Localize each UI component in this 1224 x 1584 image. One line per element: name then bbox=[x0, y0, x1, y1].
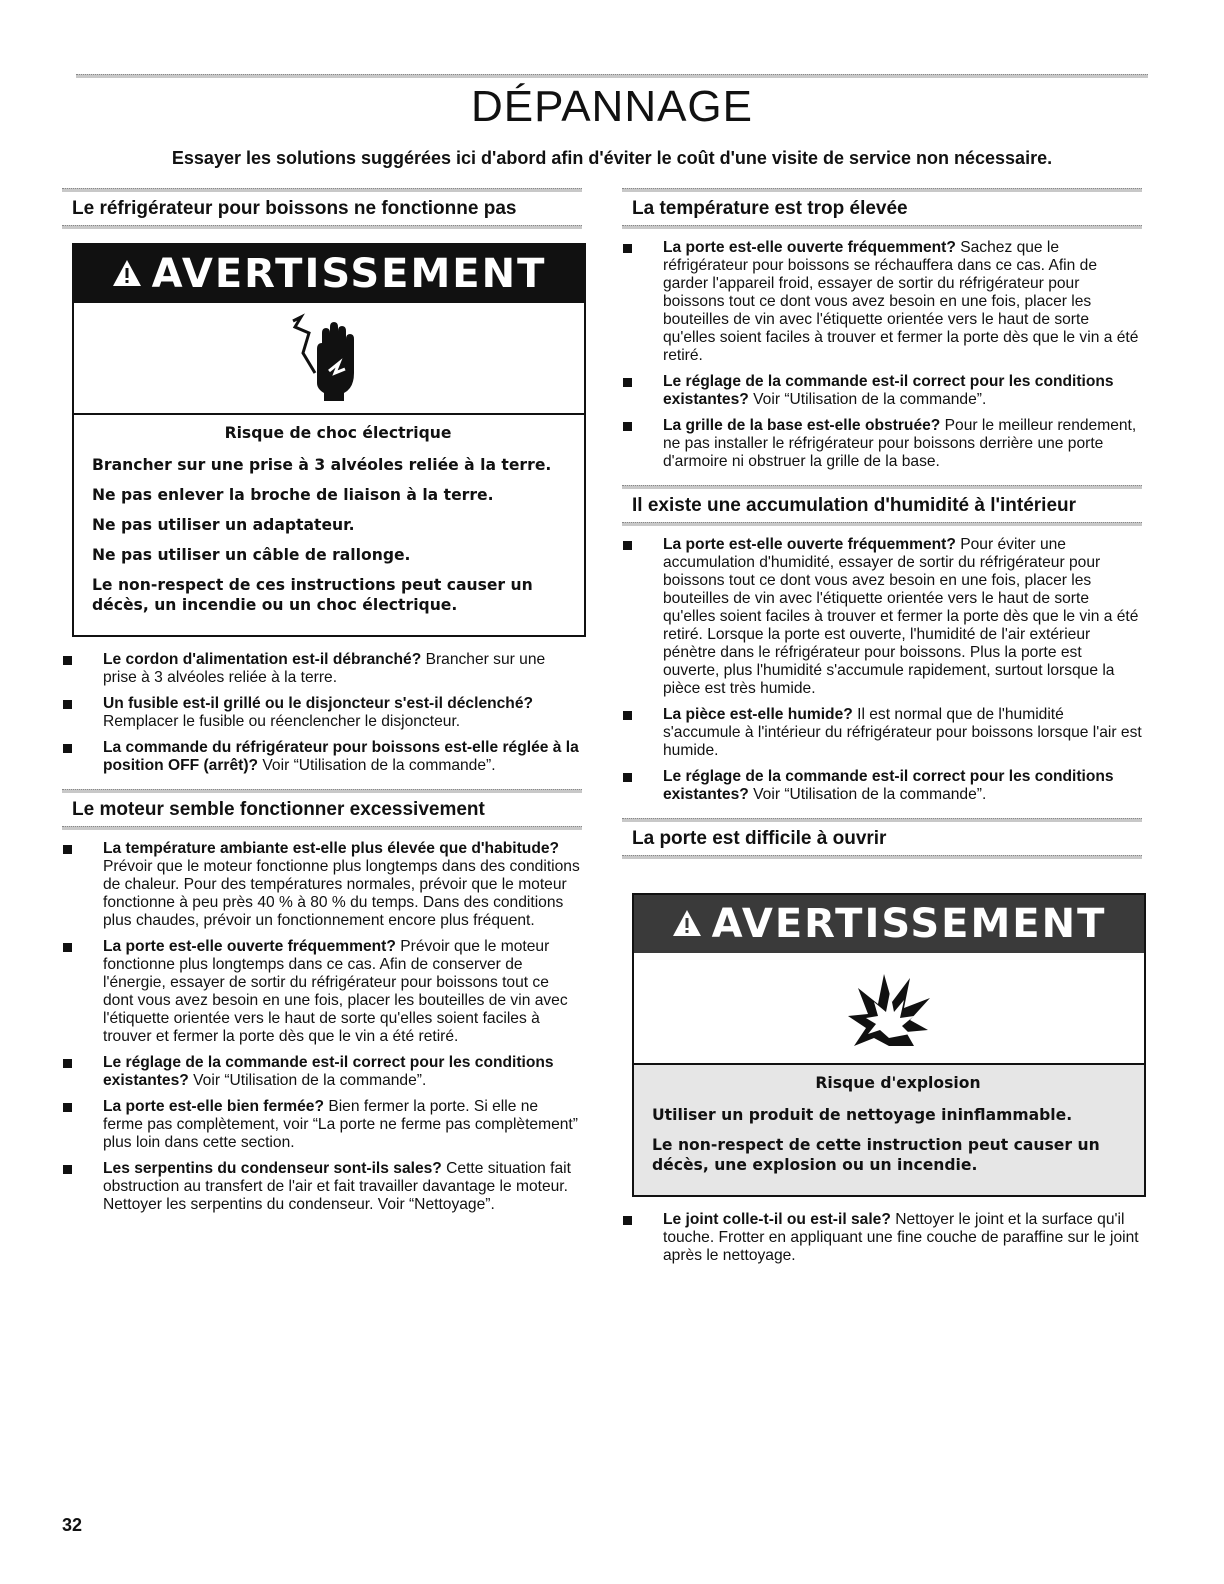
list-item: Le réglage de la commande est-il correct pour les conditions existantes? Voir “Utilisation de la commande”. bbox=[622, 373, 1142, 409]
list-item: Le cordon d'alimentation est-il débranché? Brancher sur une prise à 3 alvéoles reliée à la terre. bbox=[62, 651, 582, 687]
list-item: Le réglage de la commande est-il correct pour les conditions existantes? Voir “Utilisation de la commande”. bbox=[62, 1054, 582, 1090]
section-rule bbox=[62, 826, 582, 830]
warning-box-electric bbox=[72, 243, 586, 637]
list-item: La porte est-elle ouverte fréquemment? Pour éviter une accumulation d'humidité, essayer de sortir du réfrigérateur pour boissons tout ce dont vous avez besoin en une fois, placer les bouteilles de vin avec l'étiquette orientée vers le haut de sorte qu'elles soient faciles à trouver et fermer la porte dès que le vin a été retiré. Lorsque la porte est ouverte, l'humidité de l'air extérieur pénètre dans le réfrigérateur pour boissons. Plus la porte est ouverte, plus l'humidité s'accumule rapidement, surtout lorsque la pièce est très humide. bbox=[622, 536, 1142, 698]
section-title-not-working: Le réfrigérateur pour boissons ne fonctionne pas bbox=[72, 198, 517, 219]
warning-line: Brancher sur une prise à 3 alvéoles reliée à la terre. bbox=[92, 456, 552, 474]
warning-line: Utiliser un produit de nettoyage ininflammable. bbox=[652, 1106, 1073, 1124]
warning-risk: Risque d'explosion bbox=[815, 1074, 981, 1092]
list-item: Un fusible est-il grillé ou le disjoncteur s'est-il déclenché? Remplacer le fusible ou réenclencher le disjoncteur. bbox=[62, 695, 582, 731]
warning-header bbox=[634, 895, 1144, 953]
warning-header-label: AVERTISSEMENT bbox=[711, 901, 1107, 947]
item-list bbox=[622, 239, 1142, 471]
section-rule bbox=[622, 485, 1142, 489]
section-rule bbox=[622, 522, 1142, 526]
list-item: La commande du réfrigérateur pour boissons est-elle réglée à la position OFF (arrêt)? Voir “Utilisation de la commande”. bbox=[62, 739, 582, 775]
section-rule bbox=[62, 188, 582, 192]
right-column bbox=[622, 188, 1142, 1273]
warning-line: Le non-respect de cette instruction peut causer un décès, une explosion ou un incendie. bbox=[652, 1136, 1100, 1174]
warning-risk: Risque de choc électrique bbox=[224, 424, 452, 442]
warning-triangle-icon bbox=[672, 895, 702, 953]
warning-header bbox=[74, 245, 584, 303]
section-rule bbox=[62, 225, 582, 229]
top-rule bbox=[76, 74, 1148, 78]
section-title-humidity: Il existe une accumulation d'humidité à l'intérieur bbox=[632, 495, 1077, 516]
warning-box-explosion bbox=[632, 893, 1146, 1197]
list-item: Le réglage de la commande est-il correct pour les conditions existantes? Voir “Utilisation de la commande”. bbox=[622, 768, 1142, 804]
warning-line: Ne pas utiliser un câble de rallonge. bbox=[92, 546, 411, 564]
item-list bbox=[622, 536, 1142, 804]
section-rule bbox=[622, 818, 1142, 822]
warning-body bbox=[634, 1065, 1144, 1195]
warning-body bbox=[74, 415, 584, 635]
page-title: DÉPANNAGE bbox=[470, 82, 754, 131]
list-item: La porte est-elle bien fermée? Bien fermer la porte. Si elle ne ferme pas complètement, voir “La porte ne ferme pas complètement” plus loin dans cette section. bbox=[62, 1098, 582, 1152]
section-title-temperature: La température est trop élevée bbox=[632, 198, 908, 219]
list-item: La pièce est-elle humide? Il est normal que de l'humidité s'accumule à l'intérieur du réfrigérateur pour boissons lorsque l'air est humide. bbox=[622, 706, 1142, 760]
section-rule bbox=[622, 188, 1142, 192]
electric-shock-hand-icon bbox=[74, 303, 584, 415]
item-list bbox=[62, 651, 582, 775]
warning-line: Ne pas enlever la broche de liaison à la terre. bbox=[92, 486, 494, 504]
item-list bbox=[62, 840, 582, 1214]
list-item: Les serpentins du condenseur sont-ils sales? Cette situation fait obstruction au transfert de l'air et fait travailler davantage le moteur. Nettoyer les serpentins du condenseur. Voir “Nettoyage”. bbox=[62, 1160, 582, 1214]
section-rule bbox=[622, 855, 1142, 859]
item-list bbox=[622, 1211, 1142, 1265]
explosion-icon bbox=[634, 953, 1144, 1065]
section-title-door: La porte est difficile à ouvrir bbox=[632, 828, 887, 849]
list-item: La température ambiante est-elle plus élevée que d'habitude? Prévoir que le moteur fonctionne plus longtemps dans des conditions de chaleur. Pour des températures normales, prévoir que le moteur fonctionne à peu près 40 % à 80 % du temps. Dans des conditions plus chaudes, prévoir un fonctionnement encore plus fréquent. bbox=[62, 840, 582, 930]
warning-triangle-icon bbox=[112, 245, 142, 303]
list-item: La porte est-elle ouverte fréquemment? Sachez que le réfrigérateur pour boissons se réchauffera dans ce cas. Afin de garder l'appareil froid, essayer de sortir du réfrigérateur pour boissons tout ce dont vous avez besoin en une fois, placer les bouteilles de vin avec l'étiquette orientée vers le haut de sorte qu'elles soient faciles à trouver et fermer la porte dès que le vin a été retiré. bbox=[622, 239, 1142, 365]
warning-line: Le non-respect de ces instructions peut causer un décès, un incendie ou un choc électrique. bbox=[92, 576, 533, 614]
intro-text: Essayer les solutions suggérées ici d'abord afin d'éviter le coût d'une visite de service non nécessaire. bbox=[171, 148, 1053, 168]
left-column bbox=[62, 188, 582, 1222]
list-item: La porte est-elle ouverte fréquemment? Prévoir que le moteur fonctionne plus longtemps dans ce cas. Afin de conserver de l'énergie, essayer de sortir du réfrigérateur pour boissons tout ce dont vous avez besoin en une fois, placer les bouteilles de vin avec l'étiquette orientée vers le haut de sorte qu'elles soient faciles à trouver et fermer la porte dès que le vin a été retiré. bbox=[62, 938, 582, 1046]
section-rule bbox=[622, 225, 1142, 229]
list-item: La grille de la base est-elle obstruée? Pour le meilleur rendement, ne pas installer le réfrigérateur pour boissons derrière une porte d'armoire ni obstruer la grille de la base. bbox=[622, 417, 1142, 471]
section-title-motor: Le moteur semble fonctionner excessivement bbox=[72, 799, 485, 820]
page-number: 32 bbox=[62, 1515, 83, 1535]
section-rule bbox=[62, 789, 582, 793]
warning-header-label: AVERTISSEMENT bbox=[151, 251, 547, 297]
list-item: Le joint colle-t-il ou est-il sale? Nettoyer le joint et la surface qu'il touche. Frotter en appliquant une fine couche de paraffine sur le joint après le nettoyage. bbox=[622, 1211, 1142, 1265]
warning-line: Ne pas utiliser un adaptateur. bbox=[92, 516, 355, 534]
